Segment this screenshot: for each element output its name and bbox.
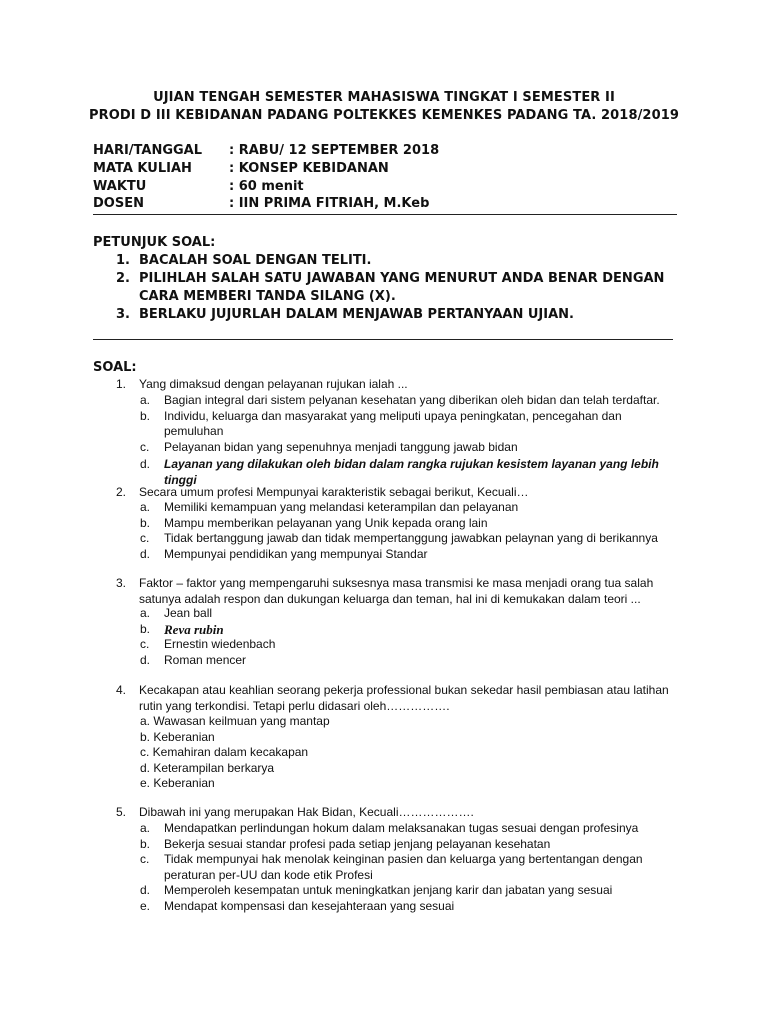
option-letter: a.	[140, 393, 151, 407]
option-a[interactable]	[140, 500, 680, 516]
question-5-options	[140, 821, 680, 914]
instruction-item	[116, 306, 676, 324]
option-text: Mempunyai pendidikan yang mempunyai Standar	[164, 546, 428, 561]
header-divider	[93, 214, 677, 215]
option-a[interactable]: a. Wawasan keilmuan yang mantap	[140, 714, 330, 728]
question-text: Yang dimaksud dengan pelayanan rujukan ialah ...	[139, 377, 408, 391]
option-c[interactable]	[140, 852, 680, 883]
option-a[interactable]	[140, 393, 680, 409]
questions-title: SOAL:	[93, 360, 137, 375]
option-letter: b.	[140, 515, 151, 530]
option-b[interactable]	[140, 622, 680, 638]
option-text: Roman mencer	[164, 652, 247, 667]
question-3	[116, 576, 676, 607]
option-b[interactable]: b. Keberanian	[140, 729, 215, 744]
option-c[interactable]	[140, 531, 680, 547]
info-label: HARI/TANGGAL	[93, 143, 203, 158]
instruction-number: 3.	[116, 307, 130, 322]
option-letter: d.	[140, 546, 151, 561]
option-d[interactable]	[140, 455, 680, 488]
instruction-item	[116, 252, 676, 270]
instruction-number: 2.	[116, 271, 130, 286]
instruction-item	[116, 270, 676, 306]
info-value: : RABU/ 12 SEPTEMBER 2018	[229, 143, 440, 158]
option-b[interactable]	[140, 516, 680, 532]
info-label: MATA KULIAH	[93, 161, 192, 176]
question-text: Kecakapan atau keahlian seorang pekerja professional bukan sekedar hasil pembiasan atau latihan rutin yang terkondisi. Tetapi perlu didasari oleh…………….	[139, 683, 669, 713]
option-text: Tidak mempunyai hak menolak keinginan pasien dan keluarga yang bertentangan dengan peraturan per-UU dan kode etik Profesi	[164, 852, 643, 882]
option-d[interactable]	[140, 883, 680, 899]
option-a[interactable]	[140, 821, 680, 837]
option-c[interactable]	[140, 440, 680, 456]
option-text: Reva rubin	[164, 621, 224, 637]
instruction-text: PILIHLAH SALAH SATU JAWABAN YANG MENURUT ANDA BENAR DENGAN CARA MEMBERI TANDA SILANG (X).	[139, 271, 665, 304]
option-text: Bekerja sesuai standar profesi pada setiap jenjang pelayanan kesehatan	[164, 836, 551, 851]
option-letter: a.	[140, 500, 151, 514]
option-letter: a.	[140, 606, 151, 620]
info-value: : 60 menit	[229, 179, 304, 194]
instructions-title: PETUNJUK SOAL:	[93, 235, 216, 250]
option-d[interactable]: d. Keterampilan berkarya	[140, 760, 275, 775]
question-number: 5.	[116, 805, 127, 819]
option-e[interactable]: e. Keberanian	[140, 776, 215, 790]
question-number: 2.	[116, 485, 127, 499]
option-text: Individu, keluarga dan masyarakat yang meliputi upaya peningkatan, pencegahan dan pemuluhan	[164, 408, 622, 438]
question-number: 1.	[116, 377, 127, 391]
option-text: Jean ball	[164, 606, 213, 620]
option-letter: b.	[140, 621, 151, 636]
option-letter: c.	[140, 852, 150, 866]
option-text: Bagian integral dari sistem pelyanan kesehatan yang diberikan oleh bidan dan telah terdaftar.	[164, 393, 660, 407]
option-a[interactable]	[140, 606, 680, 622]
question-4	[116, 683, 676, 714]
question-text: Secara umum profesi Mempunyai karakteristik sebagai berikut, Kecuali…	[139, 485, 529, 499]
info-value: : IIN PRIMA FITRIAH, M.Keb	[229, 196, 430, 211]
option-d[interactable]	[140, 653, 680, 669]
info-label: WAKTU	[93, 179, 147, 194]
option-text: Mendapatkan perlindungan hokum dalam melaksanakan tugas sesuai dengan profesinya	[164, 821, 639, 835]
question-number: 3.	[116, 576, 127, 590]
option-text: Pelayanan bidan yang sepenuhnya menjadi tanggung jawab bidan	[164, 439, 518, 454]
option-text: Mendapat kompensasi dan kesejahteraan yang sesuai	[164, 898, 455, 913]
question-5	[116, 805, 676, 821]
option-c[interactable]: c. Kemahiran dalam kecakapan	[140, 745, 309, 759]
question-4-options	[140, 714, 680, 792]
option-text: Layanan yang dilakukan oleh bidan dalam rangka rujukan kesistem layanan yang lebih tinggi	[164, 457, 659, 487]
option-e[interactable]	[140, 899, 680, 915]
question-2-options	[140, 500, 680, 562]
info-label: DOSEN	[93, 196, 144, 211]
option-letter: e.	[140, 898, 151, 913]
instruction-text: BACALAH SOAL DENGAN TELITI.	[139, 253, 372, 268]
option-letter: c.	[140, 531, 150, 545]
question-2	[116, 485, 676, 501]
option-text: Ernestin wiedenbach	[164, 637, 276, 651]
option-text: Mampu memberikan pelayanan yang Unik kepada orang lain	[164, 515, 488, 530]
option-letter: d.	[140, 652, 151, 667]
option-text: Memperoleh kesempatan untuk meningkatkan jenjang karir dan jabatan yang sesuai	[164, 883, 613, 897]
exam-title-line2: PRODI D III KEBIDANAN PADANG POLTEKKES KEMENKES PADANG TA. 2018/2019	[88, 108, 680, 123]
option-text: Tidak bertanggung jawab dan tidak mempertanggung jawabkan pelaynan yang di berikannya	[164, 531, 658, 545]
info-value: : KONSEP KEBIDANAN	[229, 161, 389, 176]
option-letter: c.	[140, 439, 150, 454]
option-letter: b.	[140, 408, 151, 423]
option-d[interactable]	[140, 547, 680, 563]
question-3-options	[140, 606, 680, 668]
option-letter: b.	[140, 836, 151, 851]
question-number: 4.	[116, 683, 127, 697]
option-b[interactable]	[140, 409, 680, 440]
option-letter: d.	[140, 457, 151, 471]
exam-title-line1: UJIAN TENGAH SEMESTER MAHASISWA TINGKAT I SEMESTER II	[153, 90, 615, 105]
option-c[interactable]	[140, 637, 680, 653]
option-letter: c.	[140, 637, 150, 651]
question-text: Dibawah ini yang merupakan Hak Bidan, Kecuali……………….	[139, 805, 474, 819]
question-text: Faktor – faktor yang mempengaruhi suksesnya masa transmisi ke masa menjadi orang tua salah satunya adalah respon dan dukungan keluarga dan teman, hal ini di kemukakan dalam teori ...	[139, 576, 654, 606]
instructions-divider	[93, 339, 673, 340]
option-text: Memiliki kemampuan yang melandasi keterampilan dan pelayanan	[164, 500, 519, 514]
option-letter: a.	[140, 821, 151, 835]
instruction-text: BERLAKU JUJURLAH DALAM MENJAWAB PERTANYAAN UJIAN.	[139, 307, 574, 322]
option-b[interactable]	[140, 837, 680, 853]
option-letter: d.	[140, 883, 151, 897]
instruction-number: 1.	[116, 253, 130, 268]
question-1	[116, 377, 676, 393]
question-1-options	[140, 393, 680, 488]
